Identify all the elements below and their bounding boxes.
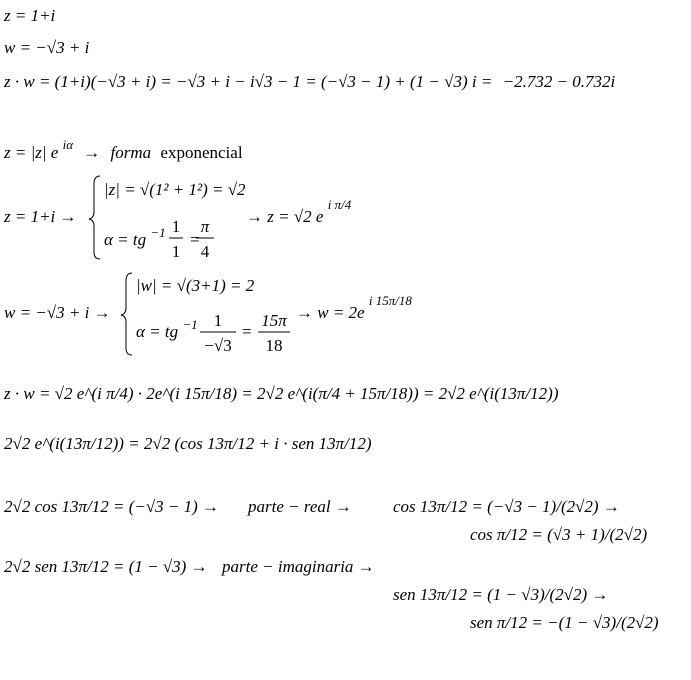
line-exponential-form — [3, 134, 243, 162]
line-z-definition: z = 1+i — [4, 6, 56, 25]
real-part-lhs: 2√2 cos 13π/12 = (−√3 − 1) → — [4, 497, 220, 516]
z-angle-frac-num: 1 — [171, 217, 181, 236]
z-brace — [89, 176, 100, 259]
w-angle-eq: = — [242, 322, 252, 341]
z-angle-eq: = — [190, 230, 200, 249]
product-expansion: z · w = (1+i)(−√3 + i) = −√3 + i − i√3 − 1 = (−√3 − 1) + (1 − √3) i = — [4, 72, 493, 91]
imag-part-tag: parte − imaginaria → — [222, 557, 375, 576]
w-angle-frac-den: −√3 — [204, 336, 232, 355]
w-brace — [121, 273, 132, 355]
block-real-part — [4, 497, 647, 544]
z-angle-res-den: 4 — [200, 242, 210, 261]
z-polar-lead: z = 1+i → — [4, 207, 77, 226]
exp-form-arrow: → — [83, 143, 101, 162]
real-part-cos-13pi: cos 13π/12 = (−√3 − 1)/(2√2) → — [393, 497, 620, 516]
z-exponential-result: → z = √2 e $^{i \pi/4}$ — [246, 197, 352, 226]
z-angle: α = tg $^{-1}$ — [104, 225, 166, 249]
w-exponential-result: → w = 2e $^{i 15\pi/18}$ — [296, 293, 412, 322]
z-modulus: |z| = √(1² + 1²) = √2 — [104, 180, 246, 199]
w-modulus: |w| = √(3+1) = 2 — [136, 276, 255, 295]
block-z-polar — [3, 176, 352, 261]
z-angle-res-num: π — [200, 217, 210, 236]
block-w-polar — [4, 273, 412, 355]
exp-form-lhs: z = |z| e — [4, 143, 59, 162]
imag-part-lhs: 2√2 sen 13π/12 = (1 − √3) → — [4, 557, 208, 576]
line-w-definition: w = −√3 + i — [4, 38, 90, 57]
block-imaginary-part — [4, 557, 659, 632]
imag-part-sen-13pi: sen 13π/12 = (1 − √3)/(2√2) → — [393, 585, 609, 604]
exp-form-exponent: iα — [62, 137, 74, 152]
w-angle-frac-num: 1 — [213, 311, 223, 330]
line-trig-form: 2√2 e^(i(13π/12)) = 2√2 (cos 13π/12 + i · sen 13π/12) — [4, 434, 372, 453]
real-part-tag: parte − real → — [248, 497, 352, 516]
w-polar-lead: w = −√3 + i → — [4, 303, 111, 322]
line-product-exponential: z · w = √2 e^(i π/4) · 2e^(i 15π/18) = 2√2 e^(i(π/4 + 15π/18)) = 2√2 e^(i(13π/12)) — [4, 384, 559, 403]
exp-form-label: exponencial — [160, 143, 243, 162]
exp-form-label-italic: forma — [110, 143, 152, 162]
w-angle: α = tg $^{-1}$ — [136, 317, 198, 341]
w-angle-res-num: 15π — [261, 311, 287, 330]
real-part-cos-pi12: cos π/12 = (√3 + 1)/(2√2) — [470, 525, 648, 544]
z-angle-frac-den: 1 — [171, 242, 181, 261]
line-product-algebraic — [3, 72, 616, 91]
imag-part-sen-pi12: sen π/12 = −(1 − √3)/(2√2) — [470, 613, 659, 632]
product-result: −2.732 − 0.732i — [502, 72, 616, 91]
w-angle-res-den: 18 — [265, 336, 283, 355]
